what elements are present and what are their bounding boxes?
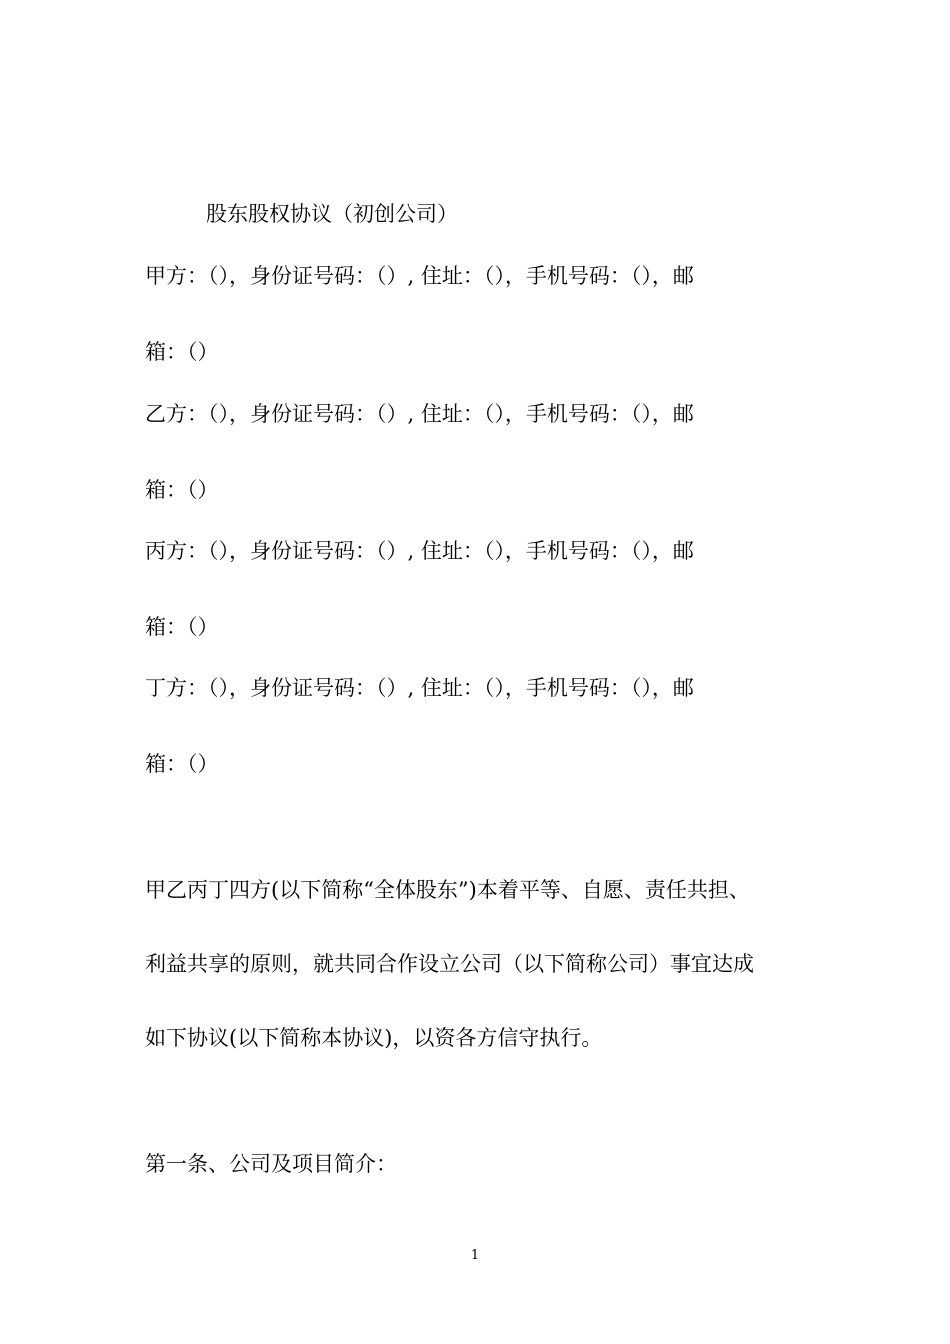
document-title: 股东股权协议（初创公司） [206, 202, 458, 226]
preamble-line1: 甲乙丙丁四方(以下简称“全体股东”)本着平等、自愿、责任共担、 [145, 878, 750, 902]
party-a-line1: 甲方：（），身份证号码：（）, 住址：（），手机号码：（），邮 [145, 264, 694, 288]
party-b-line1: 乙方：（），身份证号码：（）, 住址：（），手机号码：（），邮 [145, 402, 694, 426]
party-a-line2: 箱：（） [145, 340, 219, 364]
preamble-line2: 利益共享的原则，就共同合作设立公司（以下简称公司）事宜达成 [145, 952, 754, 976]
party-b-line2: 箱：（） [145, 478, 219, 502]
party-d-line2: 箱：（） [145, 752, 219, 776]
article-heading: 第一条、公司及项目简介： [145, 1152, 397, 1176]
page-number: 1 [470, 1248, 480, 1263]
party-c-line2: 箱：（） [145, 615, 219, 639]
party-c-line1: 丙方：（），身份证号码：（）, 住址：（），手机号码：（），邮 [145, 539, 694, 563]
party-d-line1: 丁方：（），身份证号码：（）, 住址：（），手机号码：（），邮 [145, 676, 694, 700]
preamble-line3: 如下协议(以下简称本协议)，以资各方信守执行。 [145, 1026, 603, 1050]
